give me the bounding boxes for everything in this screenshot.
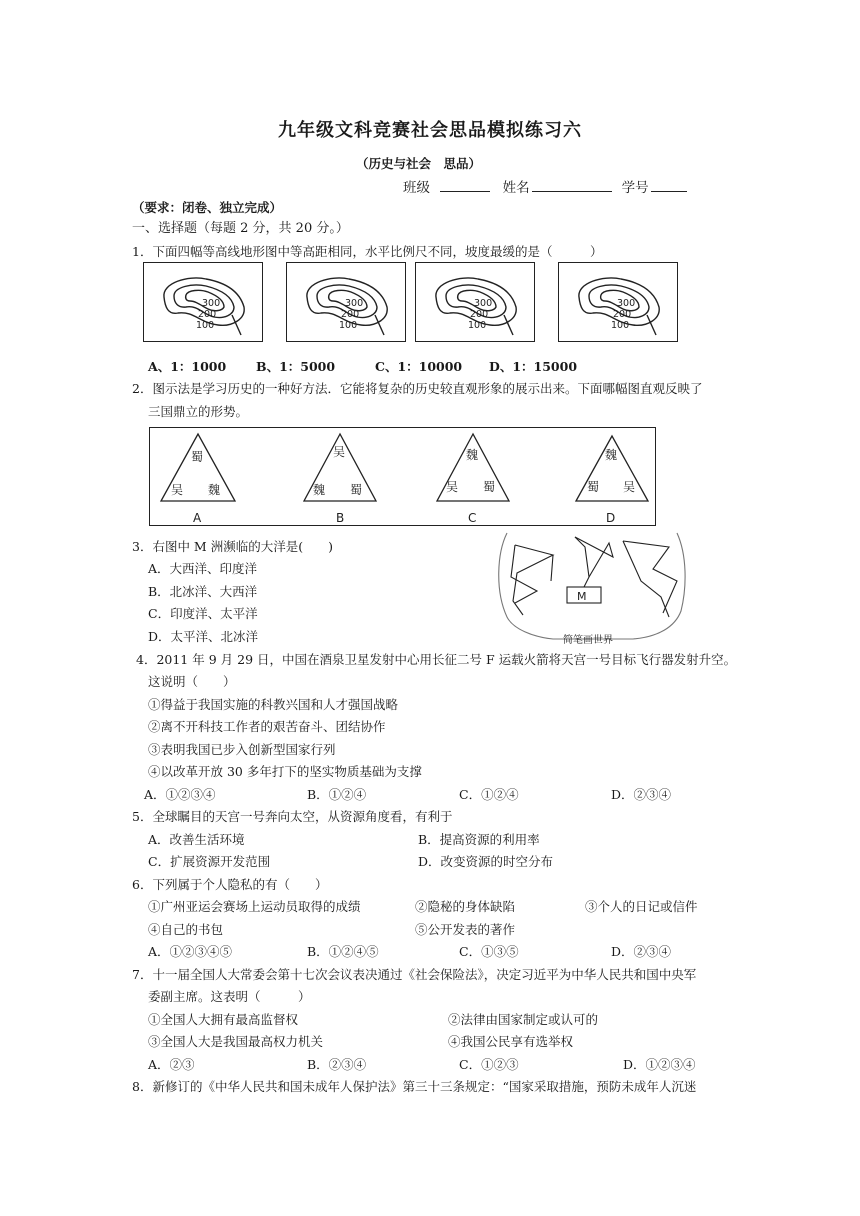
q4-item: ②离不开科技工作者的艰苦奋斗、团结协作 xyxy=(148,719,386,734)
q4-option-a[interactable]: A．①②③④ xyxy=(144,787,216,802)
q3-option-d[interactable]: D．太平洋、北冰洋 xyxy=(148,629,259,644)
map-continent-label: M xyxy=(577,590,587,603)
contour-map-a xyxy=(143,262,263,342)
page-title: 九年级文科竞赛社会思品模拟练习六 xyxy=(278,120,582,141)
triangle-left-label: 吴 xyxy=(171,483,184,497)
q6-option-c[interactable]: C．①③⑤ xyxy=(459,944,519,959)
q8-stem: 8．新修订的《中华人民共和国未成年人保护法》第三十三条规定：“国家采取措施，预防未成年人沉迷 xyxy=(132,1079,697,1094)
triangle-left-label: 魏 xyxy=(313,483,326,497)
three-kingdoms-diagrams xyxy=(149,427,656,526)
contour-label: 200 xyxy=(198,309,217,320)
class-label: 班级 xyxy=(403,180,430,196)
q7-item: ④我国公民享有选举权 xyxy=(448,1034,574,1049)
requirement: （要求：闭卷、独立完成） xyxy=(132,200,283,215)
class-blank[interactable] xyxy=(440,178,490,192)
contour-map-d xyxy=(558,262,678,342)
contour-label: 300 xyxy=(474,298,493,309)
q6-option-a[interactable]: A．①②③④⑤ xyxy=(148,944,233,959)
q7-item: ①全国人大拥有最高监督权 xyxy=(148,1012,299,1027)
q1-option-d[interactable]: D、1：15000 xyxy=(489,359,578,374)
q4-stem-line1: 4．2011 年 9 月 29 日，中国在酒泉卫星发射中心用长征二号 F 运载火箭将天宫一号目标飞行器发射升空。 xyxy=(136,652,737,667)
q4-stem-line2: 这说明（ ） xyxy=(148,674,236,689)
triangle-letter: D xyxy=(606,511,616,525)
q1-option-a[interactable]: A、1：1000 xyxy=(148,359,227,374)
q6-item: ③个人的日记或信件 xyxy=(585,899,698,914)
q7-option-d[interactable]: D．①②③④ xyxy=(623,1057,696,1072)
q4-option-b[interactable]: B．①②④ xyxy=(307,787,367,802)
q3-stem: 3．右图中 M 洲濒临的大洋是( ) xyxy=(132,539,333,554)
contour-label: 100 xyxy=(196,320,215,331)
contour-label: 100 xyxy=(339,320,358,331)
q6-item: ①广州亚运会赛场上运动员取得的成绩 xyxy=(148,899,361,914)
q4-option-d[interactable]: D．②③④ xyxy=(611,787,672,802)
q6-stem: 6．下列属于个人隐私的有（ ） xyxy=(132,877,328,892)
q3-option-a[interactable]: A．大西洋、印度洋 xyxy=(148,561,258,576)
q5-stem: 5．全球瞩目的天宫一号奔向太空，从资源角度看，有利于 xyxy=(132,809,453,824)
q1-option-c[interactable]: C、1：10000 xyxy=(375,359,463,374)
q3-option-c[interactable]: C．印度洋、太平洋 xyxy=(148,606,258,621)
triangle-letter: B xyxy=(336,511,345,525)
name-label: 姓名 xyxy=(502,180,530,196)
triangle-right-label: 蜀 xyxy=(350,483,363,497)
q6-option-d[interactable]: D．②③④ xyxy=(611,944,672,959)
triangle-right-label: 蜀 xyxy=(483,480,496,494)
triangle-d xyxy=(576,436,648,525)
q6-option-b[interactable]: B．①②④⑤ xyxy=(307,944,379,959)
contour-label: 200 xyxy=(341,309,360,320)
triangle-letter: A xyxy=(193,511,202,525)
q1-stem: 1．下面四幅等高线地形图中等高距相同，水平比例尺不同，坡度最缓的是（ ） xyxy=(132,244,603,259)
triangle-a xyxy=(161,434,235,525)
student-info xyxy=(403,178,687,196)
name-blank[interactable] xyxy=(532,178,612,192)
q1-option-b[interactable]: B、1：5000 xyxy=(256,359,336,374)
q4-option-c[interactable]: C．①②④ xyxy=(459,787,519,802)
contour-label: 300 xyxy=(617,298,636,309)
q7-option-b[interactable]: B．②③④ xyxy=(307,1057,367,1072)
id-label: 学号 xyxy=(621,180,649,196)
triangle-left-label: 蜀 xyxy=(587,480,600,494)
simple-world-map xyxy=(493,531,688,646)
q7-item: ③全国人大是我国最高权力机关 xyxy=(148,1034,324,1049)
q7-option-a[interactable]: A．②③ xyxy=(148,1057,195,1072)
contour-label: 100 xyxy=(468,320,487,331)
q3-option-b[interactable]: B．北冰洋、大西洋 xyxy=(148,584,258,599)
q2-stem-line2: 三国鼎立的形势。 xyxy=(148,404,249,419)
q7-option-c[interactable]: C．①②③ xyxy=(459,1057,519,1072)
triangle-top-label: 魏 xyxy=(605,448,618,462)
id-blank[interactable] xyxy=(651,178,687,192)
q5-option-b[interactable]: B．提高资源的利用率 xyxy=(418,832,540,847)
q4-item: ①得益于我国实施的科教兴国和人才强国战略 xyxy=(148,697,399,712)
q7-stem-line2: 委副主席。这表明（ ） xyxy=(148,989,311,1004)
q5-option-d[interactable]: D．改变资源的时空分布 xyxy=(418,854,554,869)
q5-option-a[interactable]: A．改善生活环境 xyxy=(148,832,245,847)
map-caption: 简笔画世界 xyxy=(563,635,613,646)
triangle-b xyxy=(304,434,376,525)
q7-item: ②法律由国家制定或认可的 xyxy=(448,1012,599,1027)
q4-item: ③表明我国已步入创新型国家行列 xyxy=(148,742,336,757)
q5-option-c[interactable]: C．扩展资源开发范围 xyxy=(148,854,271,869)
triangle-left-label: 吴 xyxy=(446,480,459,494)
q2-stem-line1: 2．图示法是学习历史的一种好方法．它能将复杂的历史较直观形象的展示出来。下面哪幅图直观反映了 xyxy=(132,381,703,396)
section-heading: 一、选择题（每题 2 分，共 20 分。） xyxy=(132,221,349,236)
contour-map-c xyxy=(415,262,535,342)
triangle-right-label: 魏 xyxy=(208,483,221,497)
contour-label: 300 xyxy=(345,298,364,309)
triangle-top-label: 吴 xyxy=(333,445,346,459)
triangle-letter: C xyxy=(468,511,477,525)
triangle-top-label: 蜀 xyxy=(191,450,204,464)
q6-item: ⑤公开发表的著作 xyxy=(415,922,516,937)
q4-item: ④以改革开放 30 多年打下的坚实物质基础为支撑 xyxy=(148,764,422,779)
contour-label: 200 xyxy=(613,309,632,320)
q6-item: ②隐秘的身体缺陷 xyxy=(415,899,516,914)
contour-label: 300 xyxy=(202,298,221,309)
subtitle: （历史与社会 思品） xyxy=(356,156,482,171)
triangle-top-label: 魏 xyxy=(466,448,479,462)
contour-label: 200 xyxy=(470,309,489,320)
q7-stem-line1: 7．十一届全国人大常委会第十七次会议表决通过《社会保险法》，决定习近平为中华人民共和国中央军 xyxy=(132,967,697,982)
contour-map-b xyxy=(286,262,406,342)
contour-label: 100 xyxy=(611,320,630,331)
q6-item: ④自己的书包 xyxy=(148,922,224,937)
triangle-c xyxy=(437,434,509,525)
triangle-right-label: 吴 xyxy=(623,480,636,494)
